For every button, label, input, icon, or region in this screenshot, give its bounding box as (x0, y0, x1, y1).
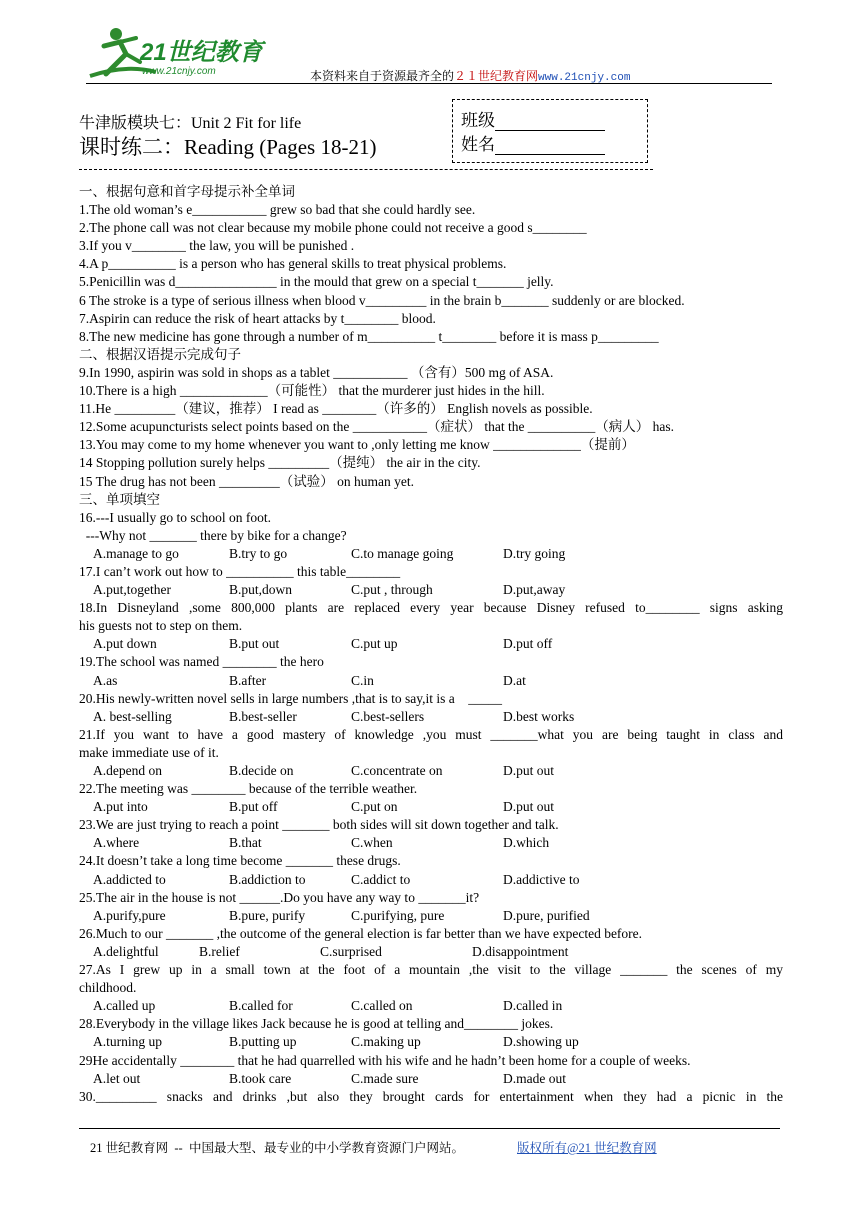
option: A.put down (93, 636, 157, 652)
option: C.purifying, pure (351, 907, 445, 923)
option: B.took care (229, 1070, 292, 1086)
runner-logo-icon (86, 24, 286, 86)
question-line: ---Why not _______ there by bike for a change? (79, 527, 347, 543)
option: A.turning up (93, 1034, 162, 1050)
option: A. best-selling (93, 708, 172, 724)
question-line: 7.Aspirin can reduce the risk of heart attacks by t________ blood. (79, 310, 436, 326)
options-row (79, 798, 783, 816)
question-stem: make immediate use of it. (79, 744, 219, 760)
option: B.pure, purify (229, 907, 306, 923)
options-row (79, 834, 783, 852)
options-row (79, 545, 783, 563)
option: D.which (503, 835, 550, 851)
footer-text: 21 世纪教育网 -- 中国最大型、最专业的中小学教育资源门户网站。 (90, 1141, 464, 1155)
copyright-link[interactable]: 版权所有@21 世纪教育网 (517, 1141, 657, 1155)
option: A.put into (93, 799, 148, 815)
option: B.decide on (229, 763, 294, 778)
question-line: 9.In 1990, aspirin was sold in shops as a tablet ___________ （含有）500 mg of ASA. (79, 364, 554, 380)
options-row (79, 672, 783, 690)
name-blank[interactable] (495, 136, 605, 155)
dashed-separator (79, 169, 653, 170)
option: A.called up (93, 998, 156, 1014)
option: A.depend on (93, 763, 162, 778)
option: D.put out (503, 799, 555, 815)
option: D.disappointment (472, 943, 569, 959)
question-stem: 19.The school was named ________ the hero (79, 654, 324, 670)
footer-rule (79, 1128, 780, 1129)
option: B.put off (229, 799, 278, 815)
option: C.put up (351, 636, 398, 652)
student-info-box (452, 99, 648, 163)
option: A.as (93, 672, 118, 688)
option: C.addict to (351, 871, 411, 887)
logo-text: 21世纪教育 (140, 39, 263, 66)
option: D.called in (503, 998, 563, 1014)
option: C.called on (351, 998, 413, 1014)
unit-title: 牛津版模块七：Unit 2 Fit for life (79, 115, 302, 132)
option: B.relief (199, 943, 240, 959)
question-line: 12.Some acupuncturists select points based on the ___________（症状） that the __________（病人） has. (79, 419, 675, 435)
option: C.best-sellers (351, 708, 425, 724)
option: D.put out (503, 763, 555, 778)
question-line: 5.Penicillin was d_______________ in the mould that grew on a special t_______ jelly. (79, 274, 554, 290)
option: A.let out (93, 1070, 141, 1086)
option: B.addiction to (229, 871, 306, 887)
name-label: 姓名 (461, 135, 495, 154)
lesson-title: 课时练二：Reading (Pages 18-21) (79, 135, 377, 159)
multiple-choice-questions (79, 563, 783, 1088)
question-stem: 26.Much to our _______ ,the outcome of the general election is far better than we have expected before. (79, 925, 643, 941)
question-line: 4.A p__________ is a person who has general skills to treat physical problems. (79, 256, 507, 272)
question-stem: 22.The meeting was ________ because of the terrible weather. (79, 781, 418, 797)
options-row (79, 708, 783, 726)
question-stem: 24.It doesn’t take a long time become _______ these drugs. (79, 853, 401, 869)
options-row (79, 1070, 783, 1088)
question-line: 15 The drug has not been _________（试验） on human yet. (79, 473, 414, 489)
option: D.put,away (503, 582, 566, 598)
question-stem: his guests not to step on them. (79, 618, 243, 634)
options-row (79, 635, 783, 653)
source-link[interactable]: www.21cnjy.com (538, 72, 631, 84)
options-row (79, 871, 783, 889)
question-line: 2.The phone call was not clear because my mobile phone could not receive a good s________ (79, 220, 587, 236)
worksheet-content (79, 183, 783, 1106)
options-row (79, 581, 783, 599)
option: D.best works (503, 708, 575, 724)
section-heading: 一、根据句意和首字母提示补全单词 (79, 184, 295, 199)
option: C.surprised (320, 943, 382, 959)
option: C.making up (351, 1034, 421, 1050)
option: A.manage to go (93, 545, 179, 561)
header-source (310, 67, 630, 84)
logo (86, 24, 286, 86)
option: B.try to go (229, 545, 288, 561)
option: B.best-seller (229, 708, 297, 724)
question-line: 30._________ snacks and drinks ,but also they brought cards for entertainment when they had a picnic in the (79, 1088, 783, 1104)
option: B.called for (229, 998, 293, 1014)
option: B.after (229, 672, 267, 688)
question-line: 6 The stroke is a type of serious illness when blood v_________ in the brain b_______ suddenly or are blocked. (79, 292, 685, 308)
question-line: 11.He _________（建议，推荐） I read as ________（许多的） English novels as possible. (79, 401, 593, 417)
class-label: 班级 (461, 111, 495, 130)
question-line: 10.There is a high _____________（可能性） that the murderer just hides in the hill. (79, 383, 545, 399)
option: A.where (93, 835, 140, 851)
question-stem: 21.If you want to have a good mastery of knowledge ,you must _______what you are being taught in class and (79, 726, 783, 742)
option: A.purify,pure (93, 907, 166, 923)
question-line: 3.If you v________ the law, you will be punished . (79, 238, 355, 254)
class-blank[interactable] (495, 112, 605, 131)
question-stem: 20.His newly-written novel sells in large numbers ,that is to say,it is a _____ (79, 690, 502, 706)
header-rule (86, 83, 772, 84)
name-field[interactable] (461, 130, 605, 155)
section-heading: 三、单项填空 (79, 491, 160, 507)
option: A.addicted to (93, 871, 166, 887)
options-row (79, 907, 783, 925)
option: D.showing up (503, 1034, 579, 1050)
option: C.put on (351, 799, 398, 815)
question-line: 16.---I usually go to school on foot. (79, 509, 271, 525)
options-row (79, 997, 783, 1015)
question-stem: 17.I can’t work out how to __________ this table________ (79, 563, 401, 579)
question-line: 14 Stopping pollution surely helps _________（提纯） the air in the city. (79, 455, 481, 471)
option: C.concentrate on (351, 763, 443, 778)
options-row (79, 1033, 783, 1051)
option: D.at (503, 672, 526, 688)
option: C.to manage going (351, 545, 454, 561)
options-row (79, 943, 783, 961)
question-line: 8.The new medicine has gone through a number of m__________ t________ before it is mass p_________ (79, 328, 659, 344)
question-stem: 28.Everybody in the village likes Jack because he is good at telling and________ jokes. (79, 1016, 554, 1032)
option: B.put out (229, 636, 280, 652)
option: D.put off (503, 636, 553, 652)
question-stem: 25.The air in the house is not ______.Do you have any way to _______it? (79, 889, 480, 905)
option: D.addictive to (503, 871, 580, 887)
question-line: 13.You may come to my home whenever you want to ,only letting me know _____________（提前） (79, 437, 635, 453)
source-site-name: ２１世纪教育网 (454, 69, 539, 83)
source-prefix: 本资料来自于资源最齐全的 (310, 69, 455, 83)
option: C.in (351, 672, 374, 688)
question-line: 1.The old woman’s e___________ grew so bad that she could hardly see. (79, 202, 476, 218)
option: C.put , through (351, 582, 433, 598)
option: A.delightful (93, 943, 159, 959)
question-stem: childhood. (79, 980, 137, 996)
question-stem: 18.In Disneyland ,some 800,000 plants are replaced every year because Disney refused to________ signs asking (79, 600, 783, 616)
question-stem: 29He accidentally ________ that he had quarrelled with his wife and he hadn’t been home for a couple of weeks. (79, 1052, 691, 1068)
option: D.pure, purified (503, 907, 590, 923)
option: D.made out (503, 1070, 566, 1086)
question-stem: 23.We are just trying to reach a point _______ both sides will sit down together and talk. (79, 817, 559, 833)
option: D.try going (503, 545, 566, 561)
options-row (79, 762, 783, 780)
option: A.put,together (93, 582, 171, 598)
question-stem: 27.As I grew up in a small town at the foot of a mountain ,the visit to the village _______ the scenes of my (79, 962, 783, 978)
class-field[interactable] (461, 106, 605, 131)
section-heading: 二、根据汉语提示完成句子 (79, 346, 241, 362)
option: C.made sure (351, 1070, 419, 1086)
option: C.when (351, 835, 393, 851)
option: B.putting up (229, 1034, 297, 1050)
option: B.that (229, 835, 262, 851)
logo-url: www.21cnjy.com (142, 66, 216, 77)
option: B.put,down (229, 582, 293, 598)
